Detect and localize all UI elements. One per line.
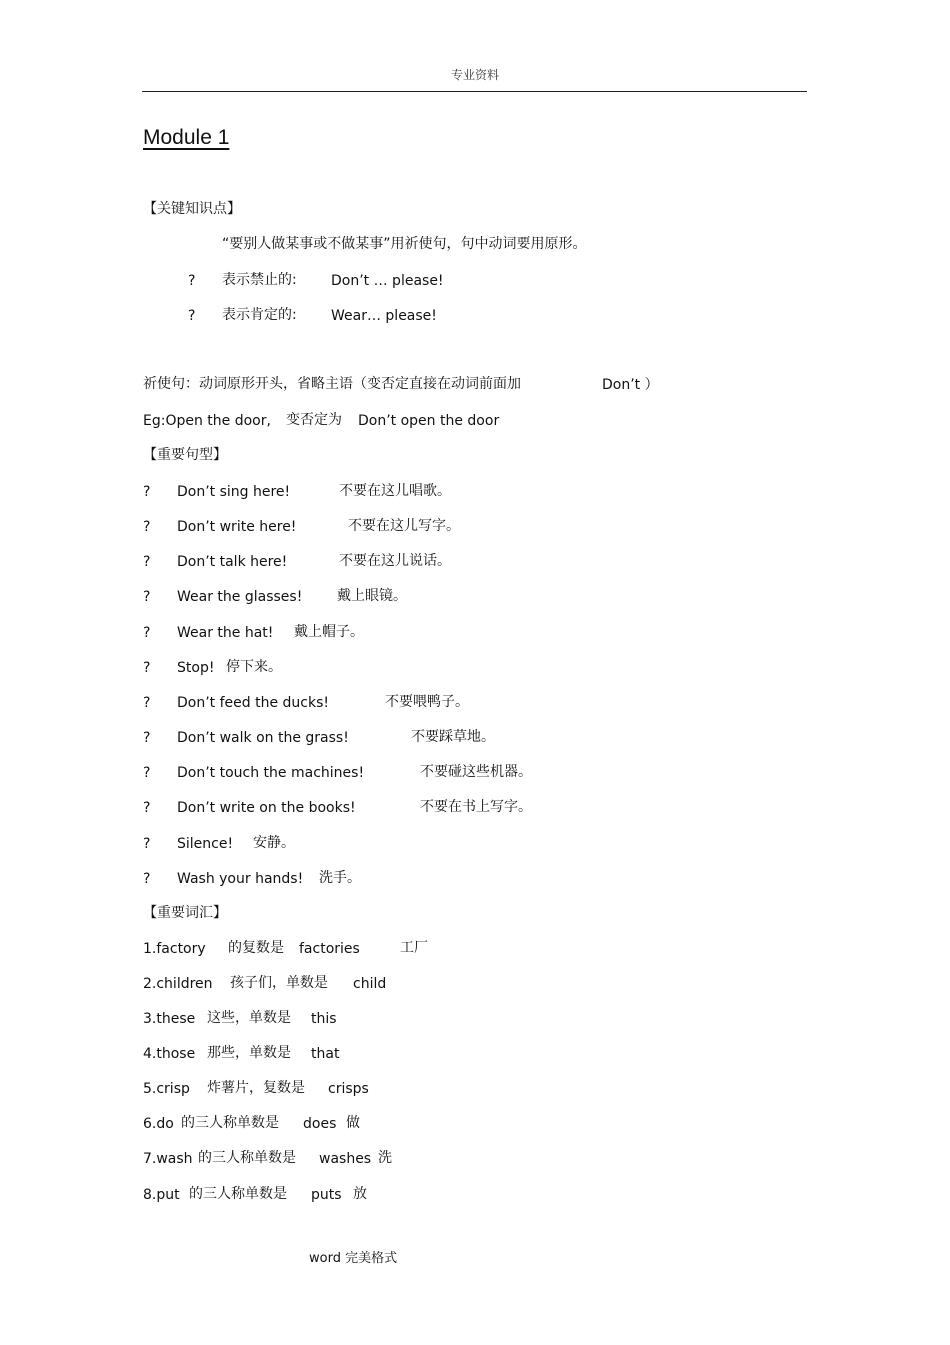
sentence-english: Wear the hat! xyxy=(177,625,274,641)
vocab-form: crisps xyxy=(328,1081,369,1097)
vocab-meaning: 做 xyxy=(346,1115,360,1131)
sentence-chinese: 不要在书上写字。 xyxy=(420,799,532,815)
vocab-word: 6.do xyxy=(143,1116,174,1132)
header-divider xyxy=(142,91,807,92)
sentence-bullet-mark: ? xyxy=(143,660,151,676)
bullet-mark: ? xyxy=(188,273,196,289)
vocab-word: 7.wash xyxy=(143,1151,193,1167)
bullet-example: Wear… please! xyxy=(331,308,437,324)
sentence-bullet-mark: ? xyxy=(143,765,151,781)
vocab-relation: 孩子们，单数是 xyxy=(230,975,328,991)
sentence-bullet-mark: ? xyxy=(143,836,151,852)
bullet-label: 表示肯定的: xyxy=(222,307,297,323)
vocab-meaning: 洗 xyxy=(378,1150,392,1166)
vocab-form: puts xyxy=(311,1187,342,1203)
sentence-bullet-mark: ? xyxy=(143,554,151,570)
vocab-relation: 的三人称单数是 xyxy=(198,1150,296,1166)
vocab-relation: 那些，单数是 xyxy=(207,1045,291,1061)
vocab-meaning: 放 xyxy=(353,1186,367,1202)
sentence-bullet-mark: ? xyxy=(143,695,151,711)
page-footer: word 完美格式 xyxy=(309,1251,398,1266)
vocab-meaning: 工厂 xyxy=(400,940,428,956)
sentence-chinese: 不要在这儿说话。 xyxy=(339,553,451,569)
sentence-chinese: 安静。 xyxy=(253,835,295,851)
sentence-bullet-mark: ? xyxy=(143,871,151,887)
sentence-bullet-mark: ? xyxy=(143,484,151,500)
sentence-english: Don’t feed the ducks! xyxy=(177,695,329,711)
sentence-chinese: 不要在这儿写字。 xyxy=(348,518,460,534)
sentence-english: Don’t sing here! xyxy=(177,484,291,500)
vocab-relation: 的三人称单数是 xyxy=(181,1115,279,1131)
example-negation: Don’t open the door xyxy=(358,413,500,429)
sentence-chinese: 停下来。 xyxy=(226,659,282,675)
sentence-english: Silence! xyxy=(177,836,234,852)
vocab-word: 8.put xyxy=(143,1187,180,1203)
vocab-form: factories xyxy=(299,941,360,957)
vocab-relation: 这些，单数是 xyxy=(207,1010,291,1026)
key-points-heading: 【关键知识点】 xyxy=(143,201,241,217)
sentence-chinese: 不要在这儿唱歌。 xyxy=(339,483,451,499)
key-points-intro: “要别人做某事或不做某事”用祈使句，句中动词要用原形。 xyxy=(222,236,587,252)
page-header: 专业资料 xyxy=(450,68,499,82)
bullet-label: 表示禁止的: xyxy=(222,272,297,288)
sentence-bullet-mark: ? xyxy=(143,519,151,535)
example-negation-label: 变否定为 xyxy=(286,412,342,428)
vocab-relation: 的三人称单数是 xyxy=(189,1186,287,1202)
sentence-bullet-mark: ? xyxy=(143,730,151,746)
sentence-bullet-mark: ? xyxy=(143,625,151,641)
vocab-form: this xyxy=(311,1011,337,1027)
vocabulary-heading: 【重要词汇】 xyxy=(143,905,227,921)
vocab-word: 3.these xyxy=(143,1011,196,1027)
example-sentence: Eg:Open the door, xyxy=(143,413,271,429)
sentence-english: Stop! xyxy=(177,660,215,676)
vocab-word: 4.those xyxy=(143,1046,196,1062)
sentence-bullet-mark: ? xyxy=(143,800,151,816)
sentence-english: Don’t write on the books! xyxy=(177,800,356,816)
sentence-chinese: 戴上帽子。 xyxy=(294,624,364,640)
bullet-mark: ? xyxy=(188,308,196,324)
sentence-english: Don’t write here! xyxy=(177,519,297,535)
sentences-heading: 【重要句型】 xyxy=(143,447,227,463)
sentence-english: Don’t touch the machines! xyxy=(177,765,365,781)
vocab-word: 5.crisp xyxy=(143,1081,190,1097)
vocab-relation: 炸薯片，复数是 xyxy=(207,1080,305,1096)
module-title: Module 1 xyxy=(143,126,230,149)
vocab-form: does xyxy=(303,1116,337,1132)
imperative-rule: 祈使句：动词原形开头，省略主语（变否定直接在动词前面加 xyxy=(143,376,521,392)
vocab-word: 1.factory xyxy=(143,941,206,957)
sentence-english: Wear the glasses! xyxy=(177,589,303,605)
sentence-chinese: 不要踩草地。 xyxy=(411,729,495,745)
sentence-english: Wash your hands! xyxy=(177,871,304,887)
imperative-rule-tail: Don’t ） xyxy=(602,377,659,393)
vocab-form: washes xyxy=(319,1151,372,1167)
sentence-chinese: 戴上眼镜。 xyxy=(337,588,407,604)
bullet-example: Don’t … please! xyxy=(331,273,444,289)
vocab-word: 2.children xyxy=(143,976,213,992)
sentence-chinese: 洗手。 xyxy=(319,870,361,886)
sentence-bullet-mark: ? xyxy=(143,589,151,605)
sentence-english: Don’t walk on the grass! xyxy=(177,730,349,746)
vocab-form: that xyxy=(311,1046,340,1062)
vocab-relation: 的复数是 xyxy=(228,940,284,956)
sentence-english: Don’t talk here! xyxy=(177,554,288,570)
sentence-chinese: 不要喂鸭子。 xyxy=(385,694,469,710)
vocab-form: child xyxy=(353,976,387,992)
sentence-chinese: 不要碰这些机器。 xyxy=(420,764,532,780)
